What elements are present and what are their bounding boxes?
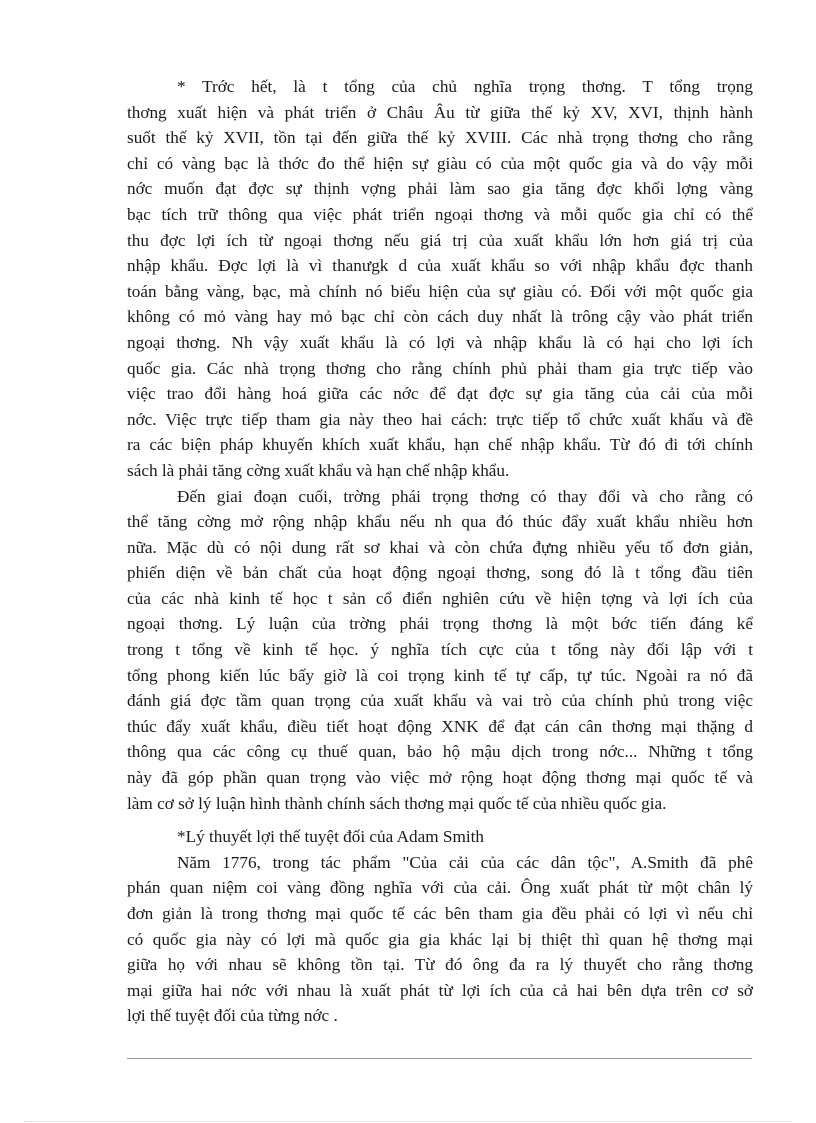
paragraph-mercantilism	[127, 74, 753, 484]
text-line: thơng xuất hiện và phát triển ở Châu Âu từ giữa thế kỷ XV, XVI, thịnh hành	[127, 102, 753, 122]
text-line: tổng phong kiến lúc bấy giờ là coi trọng kinh tế tự cấp, tự túc. Ngoài ra nó đã	[127, 665, 753, 685]
page-bottom-edge	[24, 1121, 792, 1122]
text-line: phiến diện về bản chất của hoạt động ngoại thơng, song đó là t tổng đầu tiên	[127, 563, 753, 583]
text-line: Đến giai đoạn cuối, trờng phái trọng thơng có thay đổi và cho rằng có	[177, 486, 753, 506]
text-line: đơn giản là trong thơng mại quốc tế các bên tham gia đều phải có lợi vì nếu chỉ	[127, 904, 753, 923]
text-line: giữa họ với nhau sẽ không tồn tại. Từ đó ông đa ra lý thuyết cho rằng thơng	[127, 955, 753, 975]
text-line: này đã góp phần quan trọng vào việc mở rộng hoạt động thơng mại quốc tế và	[127, 768, 753, 788]
text-line: bạc tích trữ thông qua việc phát triển ngoại thơng và mỗi quốc gia chỉ có thể	[127, 204, 753, 224]
text-line: lợi thế tuyệt đối của từng nớc .	[127, 1006, 338, 1026]
text-line: thu đợc lợi ích từ ngoại thơng nếu giá trị của xuất khẩu lớn hơn giá trị của	[127, 230, 753, 250]
text-line: ngoại thơng. Lý luận của trờng phái trọng thơng là một bớc tiến đáng kể	[127, 614, 753, 634]
text-line: không có mỏ vàng hay mỏ bạc chỉ còn cách duy nhất là trông cậy vào phát triển	[127, 307, 753, 327]
text-line: thông qua các công cụ thuế quan, bảo hộ mậu dịch trong nớc... Những t tổng	[127, 742, 753, 762]
text-line: nớc. Việc trực tiếp tham gia này theo hai cách: trực tiếp tổ chức xuất khẩu và đề	[127, 409, 753, 429]
text-line: quốc gia. Các nhà trọng thơng cho rằng chính phủ phải tham gia trực tiếp vào	[127, 358, 753, 378]
paragraph-late-mercantilism	[127, 484, 753, 817]
text-line: suốt thế kỷ XVII, tồn tại đến giữa thế kỷ XVIII. Các nhà trọng thơng cho rằng	[127, 128, 753, 148]
text-line: trong t tổng về kinh tế học. ý nghĩa tích cực của t tổng này đối lập với t	[127, 640, 753, 660]
text-line: * Trớc hết, là t tổng của chủ nghĩa trọng thơng. T tổng trọng	[177, 77, 753, 96]
document-body	[127, 74, 753, 1029]
text-line: nhập khẩu. Đợc lợi là vì thanưgk d của xuất khẩu so với nhập khẩu đợc thanh	[127, 256, 753, 276]
text-line: làm cơ sở lý luận hình thành chính sách thơng mại quốc tế của nhiều quốc gia.	[127, 793, 667, 813]
paragraph-adam-smith	[127, 850, 753, 1029]
text-line: ra các biện pháp khuyến khích xuất khẩu, hạn chế nhập khẩu. Từ đó đi tới chính	[127, 435, 753, 455]
text-line: ngoại thơng. Nh vậy xuất khẩu là có lợi và nhập khẩu là có hại cho lợi ích	[127, 332, 753, 352]
text-line: đánh giá đợc tầm quan trọng của xuất khẩu và vai trò của chính phủ trong việc	[127, 691, 753, 711]
text-line: phán quan niệm coi vàng đồng nghĩa với của cải. Ông xuất phát từ một chân lý	[127, 878, 753, 898]
text-line: có quốc gia này có lợi mà quốc gia gia khác lại bị thiệt thì quan hệ thơng mại	[127, 929, 753, 949]
footer-divider	[127, 1058, 752, 1059]
text-line: mại giữa hai nớc với nhau là xuất phát từ lợi ích của cả hai bên dựa trên cơ sở	[127, 980, 753, 1000]
text-line: *Lý thuyết lợi thế tuyệt đối của Adam Smith	[177, 827, 484, 847]
text-line: thể tăng cờng mở rộng nhập khẩu nếu nh qua đó thúc đẩy xuất khẩu nhiều hơn	[127, 512, 753, 532]
text-line: việc trao đổi hàng hoá giữa các nớc để đạt đợc sự gia tăng của cải của mỗi	[127, 384, 753, 404]
text-line: của các nhà kinh tế học t sản cổ điển nghiên cứu về hiện tợng và lợi ích của	[127, 588, 753, 608]
text-line: sách là phải tăng cờng xuất khẩu và hạn chế nhập khẩu.	[127, 460, 510, 480]
text-line: chỉ có vàng bạc là thớc đo thể hiện sự giàu có của một quốc gia và do vậy mỗi	[127, 153, 753, 173]
text-line: toán bằng vàng, bạc, mà chính nó biểu hiện của sự giàu có. Đối với một quốc gia	[127, 281, 753, 301]
text-line: nữa. Mặc dù có nội dung rất sơ khai và còn chứa đựng nhiều yếu tố đơn giản,	[127, 537, 753, 557]
text-line: nớc muốn đạt đợc sự thịnh vợng phải làm sao gia tăng đợc khối lợng vàng	[127, 179, 753, 199]
text-line: Năm 1776, trong tác phẩm "Của cải của các dân tộc", A.Smith đã phê	[177, 852, 753, 872]
text-line: thúc đẩy xuất khẩu, điều tiết hoạt động XNK để đạt cán cân thơng mại thặng d	[127, 716, 753, 736]
section-heading-absolute-advantage	[127, 824, 753, 850]
paragraph-spacer	[127, 816, 753, 824]
